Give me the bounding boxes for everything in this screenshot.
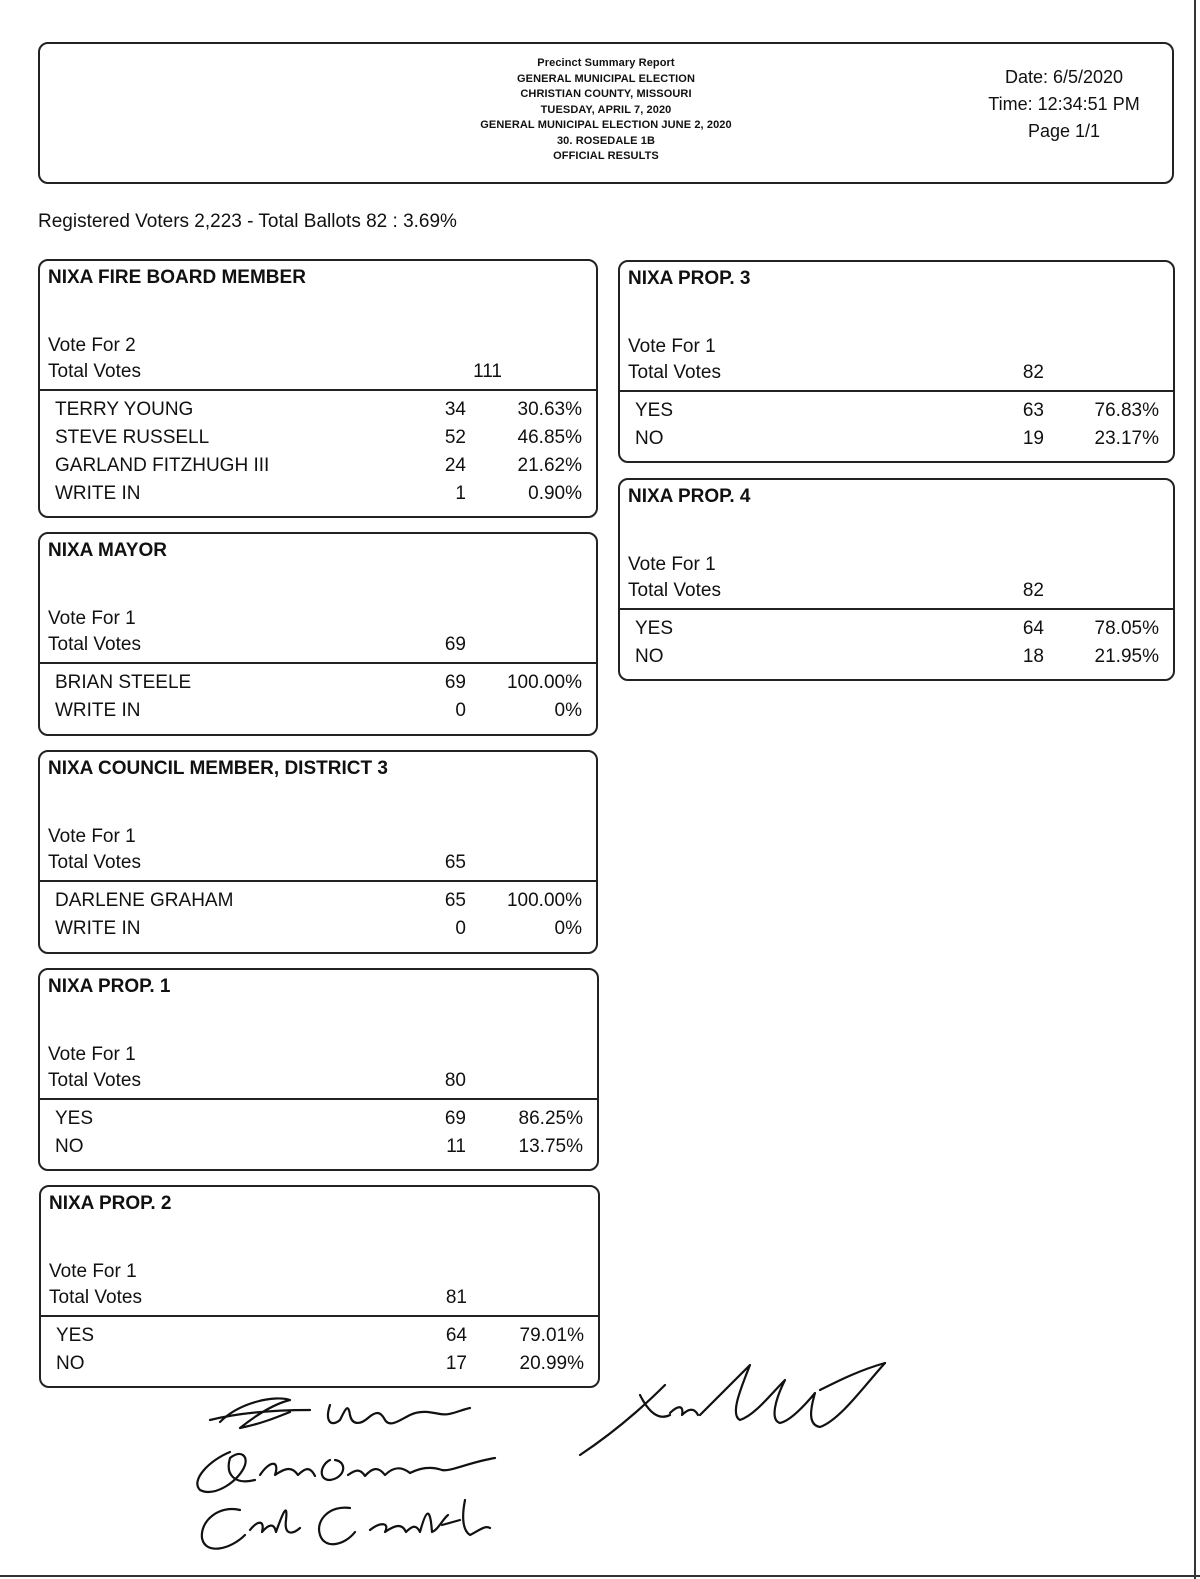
choice-row [40, 1108, 597, 1135]
choice-percent: 21.95% [1094, 646, 1159, 667]
total-votes-label: Total Votes [48, 634, 141, 655]
report-time: Time: 12:34:51 PM [988, 94, 1140, 114]
precinct-name: 30. ROSEDALE 1B [556, 134, 656, 147]
choice-name: YES [56, 1325, 95, 1346]
total-votes-value: 65 [444, 852, 466, 873]
choice-row [620, 428, 1173, 455]
candidate-votes: 52 [444, 427, 466, 448]
total-votes-label: Total Votes [628, 362, 721, 383]
candidate-row [40, 700, 596, 727]
candidate-percent: 21.62% [517, 455, 582, 476]
total-votes-value: 82 [1022, 362, 1044, 383]
race-title: NIXA MAYOR [48, 540, 167, 561]
candidate-votes: 0 [455, 700, 466, 721]
total-votes-value: 111 [473, 361, 502, 382]
candidate-name: GARLAND FITZHUGH III [55, 455, 270, 476]
total-votes-value: 80 [444, 1070, 466, 1091]
page-number: Page 1/1 [1027, 121, 1101, 141]
choice-name: NO [55, 1136, 84, 1157]
turnout-summary: Registered Voters 2,223 - Total Ballots 82 : 3.69% [38, 211, 457, 232]
candidate-name: STEVE RUSSELL [55, 427, 210, 448]
page-edge-line [0, 1575, 1200, 1577]
choice-votes: 19 [1022, 428, 1044, 449]
race-box-prop-4 [618, 478, 1175, 681]
candidate-percent: 100.00% [506, 890, 582, 911]
choice-name: NO [56, 1353, 85, 1374]
report-title: Precinct Summary Report [537, 57, 675, 69]
candidate-percent: 0% [554, 700, 582, 721]
candidate-row [40, 672, 596, 699]
candidate-name: WRITE IN [55, 483, 141, 504]
choice-percent: 20.99% [519, 1353, 584, 1374]
race-box-council-district-3 [38, 750, 598, 954]
report-date: Date: 6/5/2020 [1004, 67, 1124, 87]
choice-votes: 64 [445, 1325, 467, 1346]
choice-name: YES [635, 618, 674, 639]
candidate-row [40, 918, 596, 945]
choice-percent: 78.05% [1094, 618, 1159, 639]
candidate-votes: 65 [444, 890, 466, 911]
candidate-row [40, 890, 596, 917]
race-box-mayor [38, 532, 598, 736]
results-status: OFFICIAL RESULTS [553, 150, 659, 162]
vote-for: Vote For 1 [48, 608, 136, 629]
race-title: NIXA PROP. 1 [48, 976, 171, 997]
candidate-name: DARLENE GRAHAM [55, 890, 234, 911]
choice-name: YES [55, 1108, 94, 1129]
divider [40, 1098, 597, 1100]
candidate-name: TERRY YOUNG [55, 399, 194, 420]
handwritten-signature-right [570, 1335, 900, 1465]
handwritten-signatures-left [180, 1380, 520, 1570]
choice-percent: 76.83% [1094, 400, 1159, 421]
choice-votes: 11 [446, 1136, 466, 1157]
vote-for: Vote For 1 [628, 554, 716, 575]
candidate-row [40, 455, 596, 482]
vote-for: Vote For 1 [49, 1261, 137, 1282]
election-date: TUESDAY, APRIL 7, 2020 [540, 103, 672, 116]
candidate-votes: 0 [455, 918, 466, 939]
race-title: NIXA COUNCIL MEMBER, DISTRICT 3 [48, 758, 388, 779]
total-votes-label: Total Votes [628, 580, 721, 601]
choice-votes: 69 [444, 1108, 466, 1129]
choice-name: YES [635, 400, 674, 421]
race-title: NIXA FIRE BOARD MEMBER [48, 267, 306, 288]
divider [41, 1315, 598, 1317]
race-title: NIXA PROP. 3 [628, 268, 751, 289]
divider [40, 389, 596, 391]
report-header [38, 42, 1174, 184]
choice-percent: 79.01% [519, 1325, 584, 1346]
report-meta [964, 64, 1164, 145]
choice-percent: 13.75% [518, 1136, 583, 1157]
total-votes-value: 82 [1022, 580, 1044, 601]
vote-for: Vote For 1 [628, 336, 716, 357]
candidate-name: WRITE IN [55, 918, 141, 939]
vote-for: Vote For 1 [48, 826, 136, 847]
total-votes-label: Total Votes [48, 361, 141, 382]
total-votes-label: Total Votes [48, 852, 141, 873]
choice-votes: 64 [1022, 618, 1044, 639]
total-votes-value: 81 [445, 1287, 467, 1308]
race-box-prop-2 [39, 1185, 600, 1388]
choice-percent: 23.17% [1094, 428, 1159, 449]
candidate-votes: 1 [455, 483, 466, 504]
choice-votes: 17 [445, 1353, 467, 1374]
candidate-name: WRITE IN [55, 700, 141, 721]
county-name: CHRISTIAN COUNTY, MISSOURI [520, 88, 692, 100]
candidate-row [40, 483, 596, 510]
vote-for: Vote For 1 [48, 1044, 136, 1065]
page-edge-line [1194, 0, 1196, 1579]
candidate-percent: 0.90% [528, 483, 582, 504]
race-title: NIXA PROP. 2 [49, 1193, 172, 1214]
race-box-prop-3 [618, 260, 1175, 463]
divider [620, 390, 1173, 392]
choice-row [41, 1325, 598, 1352]
choice-votes: 63 [1022, 400, 1044, 421]
divider [40, 880, 596, 882]
total-votes-label: Total Votes [49, 1287, 142, 1308]
divider [620, 608, 1173, 610]
choice-row [620, 618, 1173, 645]
candidate-row [40, 399, 596, 426]
election-subtitle: GENERAL MUNICIPAL ELECTION JUNE 2, 2020 [480, 119, 732, 131]
candidate-votes: 69 [444, 672, 466, 693]
candidate-row [40, 427, 596, 454]
divider [40, 662, 596, 664]
choice-row [41, 1353, 598, 1380]
choice-row [40, 1136, 597, 1163]
choice-row [620, 646, 1173, 673]
candidate-percent: 0% [554, 918, 582, 939]
choice-votes: 18 [1022, 646, 1044, 667]
race-box-fire-board [38, 259, 598, 518]
choice-name: NO [635, 646, 664, 667]
candidate-votes: 24 [444, 455, 466, 476]
choice-percent: 86.25% [518, 1108, 583, 1129]
candidate-percent: 100.00% [506, 672, 582, 693]
choice-row [620, 400, 1173, 427]
candidate-votes: 34 [444, 399, 466, 420]
vote-for: Vote For 2 [48, 335, 136, 356]
candidate-percent: 30.63% [517, 399, 582, 420]
total-votes-value: 69 [444, 634, 466, 655]
total-votes-label: Total Votes [48, 1070, 141, 1091]
race-title: NIXA PROP. 4 [628, 486, 751, 507]
race-box-prop-1 [38, 968, 599, 1171]
candidate-percent: 46.85% [517, 427, 582, 448]
election-name: GENERAL MUNICIPAL ELECTION [517, 72, 695, 85]
candidate-name: BRIAN STEELE [55, 672, 192, 693]
choice-name: NO [635, 428, 664, 449]
